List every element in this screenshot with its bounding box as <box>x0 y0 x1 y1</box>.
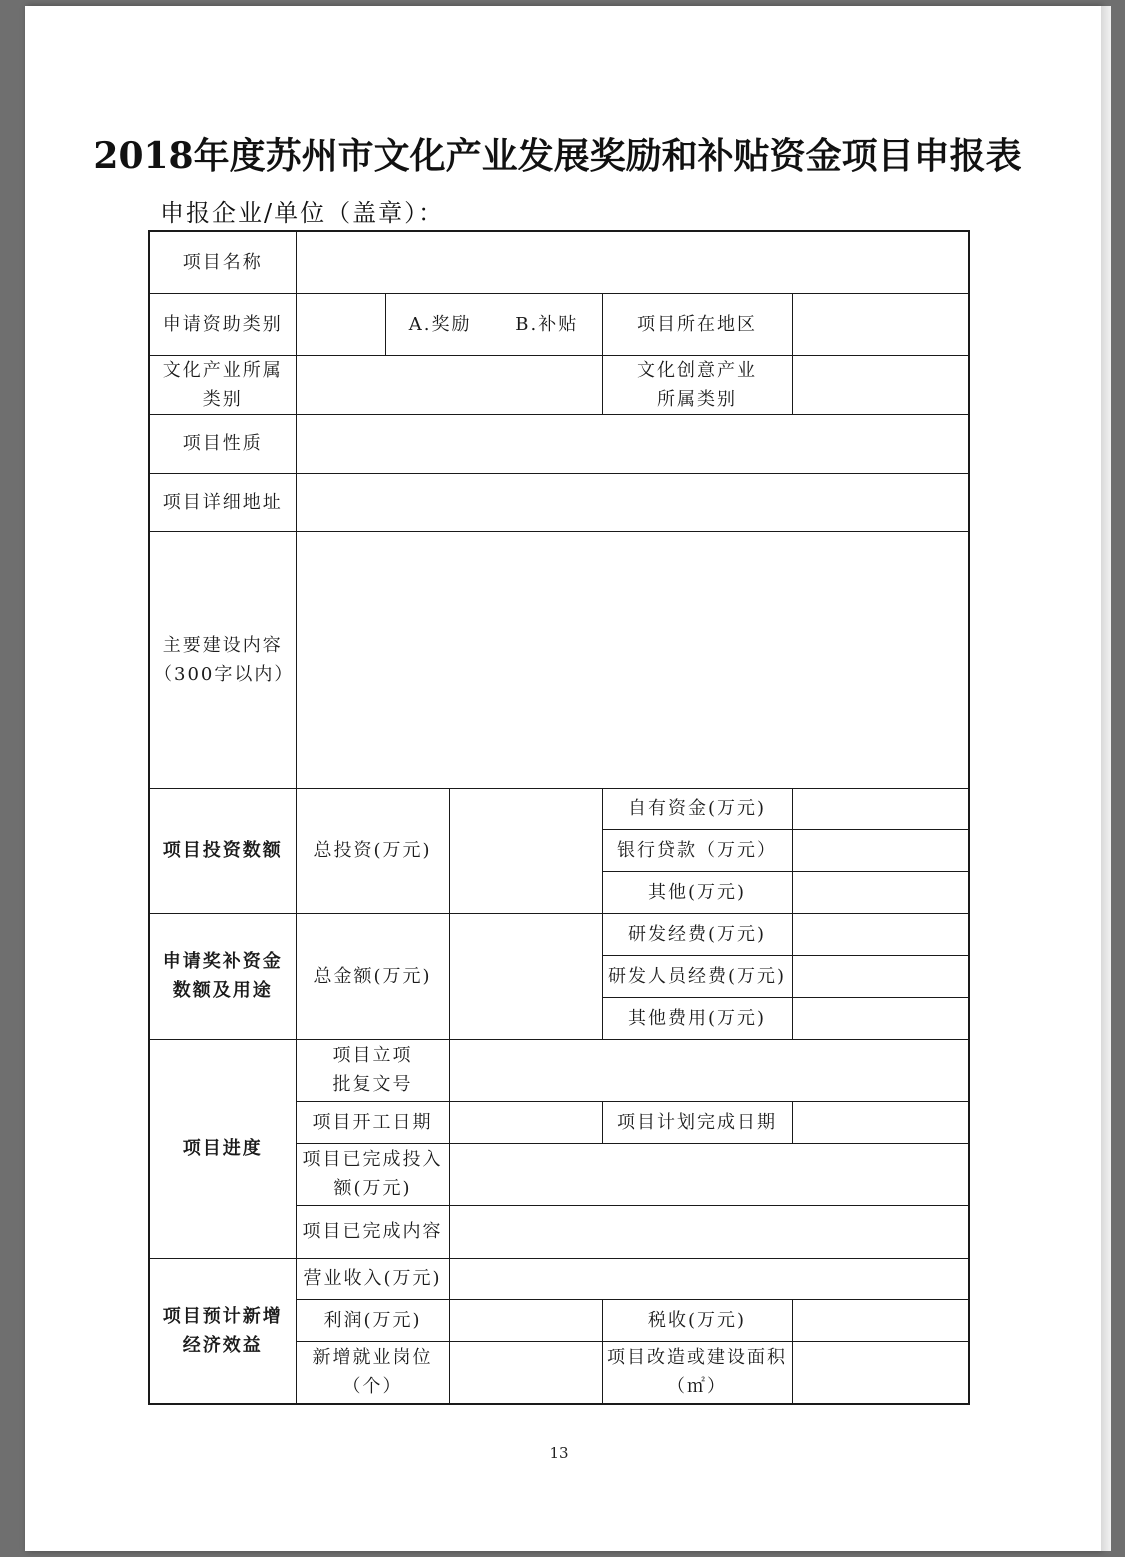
start-date-field[interactable] <box>449 1101 602 1143</box>
completed-investment-label <box>296 1143 449 1205</box>
culture-category-label-line2: 类别 <box>202 388 243 410</box>
area-label <box>602 1341 792 1404</box>
completed-content-label: 项目已完成内容 <box>296 1205 449 1258</box>
option-subsidy[interactable]: B.补贴 <box>515 313 579 335</box>
project-address-label: 项目详细地址 <box>149 473 296 531</box>
area-field[interactable] <box>792 1341 969 1404</box>
profit-field[interactable] <box>449 1299 602 1341</box>
bank-loan-field[interactable] <box>792 829 969 871</box>
completed-investment-label-line2: 额(万元) <box>333 1178 412 1199</box>
project-nature-field[interactable] <box>296 414 969 473</box>
completed-investment-field[interactable] <box>449 1143 969 1205</box>
approval-number-label-line2: 批复文号 <box>332 1074 413 1095</box>
funding-type-field[interactable] <box>296 293 385 355</box>
other-investment-field[interactable] <box>792 871 969 913</box>
bank-loan-label: 银行贷款（万元） <box>602 829 792 871</box>
project-name-field[interactable] <box>296 231 969 293</box>
tax-label: 税收(万元) <box>602 1299 792 1341</box>
row-project-name <box>149 231 969 293</box>
benefits-label-line2: 经济效益 <box>182 1334 263 1356</box>
main-content-label <box>149 531 296 788</box>
start-date-label: 项目开工日期 <box>296 1101 449 1143</box>
creative-category-label-line2: 所属类别 <box>657 388 737 410</box>
creative-category-field[interactable] <box>792 355 969 414</box>
revenue-label: 营业收入(万元) <box>296 1258 449 1299</box>
subsidy-total-label: 总金额(万元) <box>296 913 449 1039</box>
row-progress-1 <box>149 1039 969 1101</box>
row-main-content <box>149 531 969 788</box>
rd-cost-field[interactable] <box>792 913 969 955</box>
funding-type-label: 申请资助类别 <box>149 293 296 355</box>
total-investment-label: 总投资(万元) <box>296 788 449 913</box>
new-jobs-field[interactable] <box>449 1341 602 1404</box>
progress-label: 项目进度 <box>149 1039 296 1258</box>
row-project-nature <box>149 414 969 473</box>
page-edge <box>1101 6 1111 1551</box>
area-label-line2: （㎡） <box>667 1376 727 1398</box>
benefits-label <box>149 1258 296 1404</box>
project-region-field[interactable] <box>792 293 969 355</box>
investment-label: 项目投资数额 <box>149 788 296 913</box>
approval-number-label-line1: 项目立项 <box>332 1045 413 1066</box>
row-categories <box>149 355 969 414</box>
row-project-address <box>149 473 969 531</box>
subsidy-label <box>149 913 296 1039</box>
row-subsidy-1 <box>149 913 969 955</box>
applicant-stamp-label: 申报企业/单位（盖章）： <box>160 199 445 227</box>
row-funding-type <box>149 293 969 355</box>
other-cost-label: 其他费用(万元) <box>602 997 792 1039</box>
subsidy-label-line1: 申请奖补资金 <box>162 951 283 972</box>
project-address-field[interactable] <box>296 473 969 531</box>
form-title: 2018年度苏州市文化产业发展奖励和补贴资金项目申报表 <box>93 135 1022 177</box>
page-number: 13 <box>549 1444 569 1462</box>
project-region-label: 项目所在地区 <box>602 293 792 355</box>
new-jobs-label-line2: （个） <box>342 1376 403 1398</box>
completed-investment-label-line1: 项目已完成投入 <box>302 1149 443 1170</box>
creative-category-label-line1: 文化创意产业 <box>637 359 757 381</box>
rd-cost-label: 研发经费(万元) <box>602 913 792 955</box>
other-cost-field[interactable] <box>792 997 969 1039</box>
rd-staff-cost-field[interactable] <box>792 955 969 997</box>
profit-label: 利润(万元) <box>296 1299 449 1341</box>
project-nature-label: 项目性质 <box>149 414 296 473</box>
subsidy-label-line2: 数额及用途 <box>172 980 273 1001</box>
approval-number-field[interactable] <box>449 1039 969 1101</box>
culture-category-label-line1: 文化产业所属 <box>162 359 283 381</box>
benefits-label-line1: 项目预计新增 <box>162 1305 283 1327</box>
own-funds-label: 自有资金(万元) <box>602 788 792 829</box>
application-form-table <box>148 230 970 1405</box>
subsidy-total-field[interactable] <box>449 913 602 1039</box>
row-benefits-1 <box>149 1258 969 1299</box>
option-reward[interactable]: A.奖励 <box>408 313 472 335</box>
project-name-label: 项目名称 <box>149 231 296 293</box>
revenue-field[interactable] <box>449 1258 969 1299</box>
planned-completion-field[interactable] <box>792 1101 969 1143</box>
area-label-line1: 项目改造或建设面积 <box>607 1347 787 1369</box>
main-content-field[interactable] <box>296 531 969 788</box>
own-funds-field[interactable] <box>792 788 969 829</box>
main-content-label-line1: 主要建设内容 <box>162 634 283 656</box>
new-jobs-label <box>296 1341 449 1404</box>
other-investment-label: 其他(万元) <box>602 871 792 913</box>
completed-content-field[interactable] <box>449 1205 969 1258</box>
row-investment-1 <box>149 788 969 829</box>
rd-staff-cost-label: 研发人员经费(万元) <box>602 955 792 997</box>
planned-completion-label: 项目计划完成日期 <box>602 1101 792 1143</box>
new-jobs-label-line1: 新增就业岗位 <box>312 1347 433 1369</box>
culture-category-field[interactable] <box>296 355 602 414</box>
main-content-label-line2: （300字以内） <box>154 663 295 685</box>
culture-category-label <box>149 355 296 414</box>
approval-number-label <box>296 1039 449 1101</box>
creative-category-label <box>602 355 792 414</box>
total-investment-field[interactable] <box>449 788 602 913</box>
tax-field[interactable] <box>792 1299 969 1341</box>
funding-type-options <box>385 293 602 355</box>
